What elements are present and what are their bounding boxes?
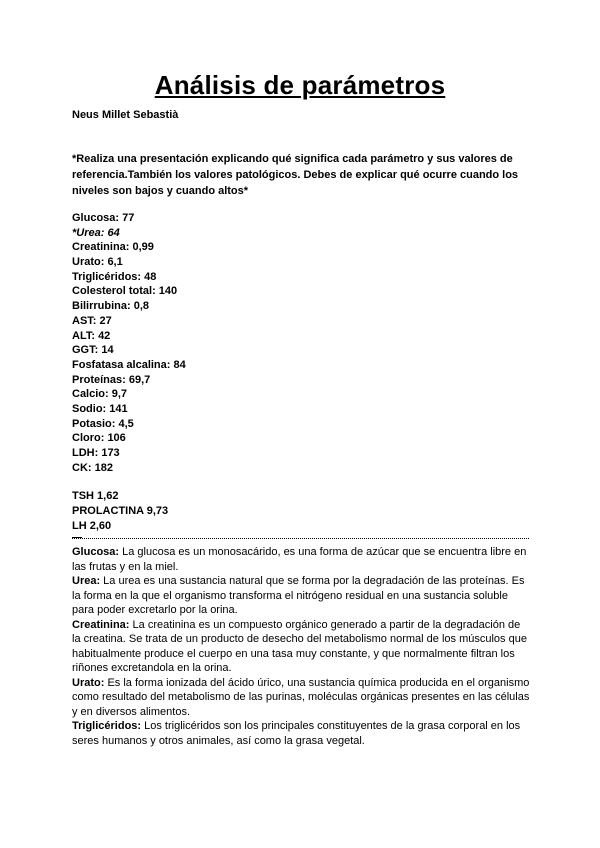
definition-text: Los triglicéridos son los principales constituyentes de la grasa corporal en los seres humanos y otros animales, así como la grasa vegetal.	[72, 720, 521, 747]
parameter-item: *Urea: 64	[72, 226, 120, 239]
parameter-item: Creatinina: 0,99	[72, 241, 154, 254]
parameter-item: Proteínas: 69,7	[72, 373, 151, 386]
parameter-item: Bilirrubina: 0,8	[72, 300, 150, 313]
definition-term: Creatinina:	[72, 618, 130, 631]
parameter-item: LDH: 173	[72, 447, 120, 459]
definition-paragraph	[72, 545, 530, 574]
parameter-item: Potasio: 4,5	[72, 417, 134, 430]
parameter-item: Cloro: 106	[72, 432, 126, 445]
hormone-item: LH 2,60	[72, 520, 112, 532]
page-title: Análisis de parámetros	[154, 70, 446, 100]
definition-paragraph	[72, 574, 530, 618]
definition-term: Urato:	[72, 676, 105, 689]
definition-term: Urea:	[72, 575, 101, 587]
parameter-list	[72, 211, 186, 475]
assignment-instructions: *Realiza una presentación explicando qué significa cada parámetro y sus valores de referencia.También los valores patológicos. Debes de explicar qué ocurre cuando los niveles son bajos y cuando altos*	[72, 153, 519, 197]
definition-text: La creatinina es un compuesto orgánico generado a partir de la degradación de la creatina. Se trata de un producto de desecho del metabolismo normal de los músculos que habitualmente produce el cuerpo en una tasa muy constante, y que normalmente filtran los riñones excretandola en la orina.	[72, 618, 527, 674]
parameter-item: Glucosa: 77	[72, 212, 135, 224]
definition-paragraph	[72, 618, 530, 676]
definition-paragraph	[72, 676, 530, 720]
parameter-item: Calcio: 9,7	[72, 388, 128, 401]
parameter-item: Fosfatasa alcalina: 84	[72, 358, 186, 371]
definitions-section	[72, 545, 530, 748]
definition-text: La glucosa es un monosacárido, es una forma de azúcar que se encuentra libre en las frutas y en la miel.	[72, 546, 527, 573]
parameter-item: CK: 182	[72, 461, 113, 474]
parameter-item: GGT: 14	[72, 344, 114, 357]
parameter-item: Sodio: 141	[72, 402, 128, 415]
hormone-item: PROLACTINA 9,73	[72, 505, 169, 517]
definition-text: Es la forma ionizada del ácido úrico, una sustancia química producida en el organismo como resultado del metabolismo de las purinas, moléculas orgánicas presentes en las células y en diversos alimentos.	[72, 676, 530, 718]
definition-paragraph	[72, 719, 530, 748]
parameter-item: Colesterol total: 140	[72, 285, 178, 298]
parameter-item: Triglicéridos: 48	[72, 270, 157, 283]
definition-term: Triglicéridos:	[72, 720, 142, 732]
parameter-item: AST: 27	[72, 314, 112, 327]
section-divider	[72, 538, 529, 539]
author-name: Neus Millet Sebastià	[72, 109, 179, 121]
parameter-item: ALT: 42	[72, 329, 111, 342]
parameter-item: Urato: 6,1	[72, 256, 123, 269]
definition-term: Glucosa:	[72, 546, 120, 558]
hormone-list	[72, 489, 168, 534]
definition-text: La urea es una sustancia natural que se forma por la degradación de las proteínas. Es la forma en la que el organismo transforma el nitrógeno residual en una sustancia soluble para poder excretarlo por la orina.	[72, 575, 525, 616]
hormone-item: TSH 1,62	[72, 490, 119, 502]
